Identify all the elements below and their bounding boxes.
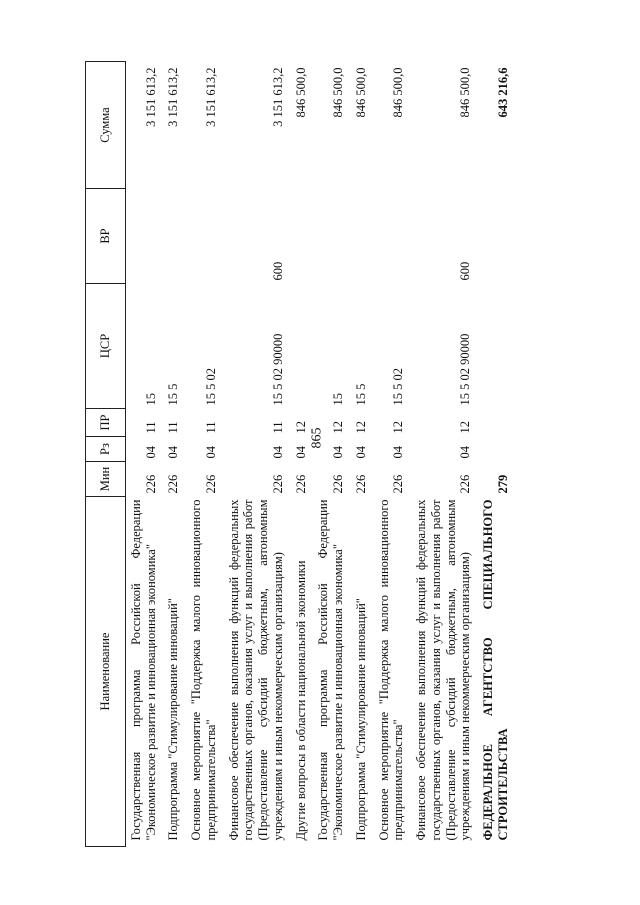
row-sum: 3 151 613,2 [203, 67, 218, 127]
header-csr: ЦСР [86, 284, 126, 409]
row-min: 226 [143, 474, 158, 494]
row-pr: 11 [166, 421, 181, 434]
row-name: Другие вопросы в области национальной экономики [293, 560, 308, 841]
row-rz: 04 [293, 446, 308, 459]
table-row [224, 62, 291, 847]
table-row [411, 62, 478, 847]
page-number: 865 [309, 427, 325, 449]
row-sum: 846 500,0 [331, 67, 345, 118]
table-row [313, 62, 351, 847]
row-pr [478, 409, 516, 437]
row-pr: 11 [270, 421, 285, 434]
row-rz [478, 437, 516, 462]
header-pr: ПР [86, 409, 126, 437]
rotated-table-container [85, 62, 575, 847]
table-row [163, 62, 186, 847]
row-pr: 12 [331, 421, 345, 434]
row-rz: 04 [331, 446, 345, 459]
row-pr: 11 [203, 421, 218, 434]
row-csr [291, 284, 314, 409]
header-vr: ВР [86, 189, 126, 284]
row-pr: 12 [293, 421, 308, 434]
row-name: Основное мероприятие "Поддержка малого инновационного предпринимательства" [189, 499, 218, 841]
row-rz: 04 [458, 446, 473, 459]
row-pr: 12 [391, 421, 406, 434]
row-pr: 12 [353, 421, 368, 434]
row-pr: 11 [143, 421, 158, 434]
row-vr: 600 [458, 261, 473, 281]
row-min: 226 [203, 474, 218, 494]
table-row [291, 62, 314, 847]
table-row [125, 62, 163, 847]
row-vr [291, 189, 314, 284]
row-csr: 15 5 02 [391, 368, 406, 406]
budget-table [85, 61, 516, 847]
row-sum: 846 500,0 [391, 67, 406, 118]
row-vr [478, 189, 516, 284]
row-vr: 600 [270, 261, 285, 281]
row-name: Государственная программа Российской Федерации "Экономическое развитие и инновационная экономика" [128, 499, 158, 841]
row-vr [313, 189, 351, 284]
row-name: Государственная программа Российской Федерации "Экономическое развитие и инновационная экономика" [316, 499, 345, 841]
row-sum: 3 151 613,2 [143, 67, 158, 127]
row-csr: 15 5 02 [203, 368, 218, 406]
row-vr [163, 189, 186, 284]
row-name: Основное мероприятие "Поддержка малого инновационного предпринимательства" [376, 499, 406, 841]
table-row [374, 62, 412, 847]
table-row [186, 62, 224, 847]
row-name: ФЕДЕРАЛЬНОЕ АГЕНТСТВО СПЕЦИАЛЬНОГО СТРОИТЕЛЬСТВА [481, 499, 510, 841]
row-min: 226 [331, 474, 345, 494]
row-min: 226 [458, 474, 473, 494]
row-vr [351, 189, 374, 284]
row-name: Финансовое обеспечение выполнения функций федеральных государственных органов, оказания услуг и выполнения работ (Предоставление субсидий бюджетным, автономным учреждениям и иным некоммерческим организациям) [414, 499, 473, 841]
row-csr [478, 284, 516, 409]
table-row [351, 62, 374, 847]
row-pr: 12 [458, 421, 473, 434]
row-csr: 15 5 [166, 383, 181, 406]
row-min: 279 [495, 474, 510, 494]
row-sum: 846 500,0 [353, 67, 368, 118]
row-name: Финансовое обеспечение выполнения функций федеральных государственных органов, оказания услуг и выполнения работ (Предоставление субсидий бюджетным, автономным учреждениям и иным некоммерческим организациям) [226, 499, 285, 841]
row-vr [374, 189, 412, 284]
row-sum: 643 216,6 [495, 67, 510, 118]
row-csr: 15 5 [353, 383, 368, 406]
header-name: Наименование [86, 497, 126, 847]
row-sum: 3 151 613,2 [166, 67, 181, 127]
row-min: 226 [166, 474, 181, 494]
header-rz: Рз [86, 437, 126, 462]
row-rz: 04 [391, 446, 406, 459]
row-sum: 3 151 613,2 [270, 67, 285, 127]
row-csr: 15 5 02 90000 [270, 333, 285, 406]
row-vr [186, 189, 224, 284]
row-min: 226 [270, 474, 285, 494]
row-rz: 04 [270, 446, 285, 459]
row-csr: 15 [331, 393, 345, 406]
table-header-row [86, 62, 126, 847]
header-sum: Сумма [86, 62, 126, 189]
row-rz: 04 [143, 446, 158, 459]
row-name: Подпрограмма "Стимулирование инноваций" [166, 598, 181, 841]
row-sum: 846 500,0 [458, 67, 473, 118]
header-min: Мин [86, 462, 126, 497]
row-vr [125, 189, 163, 284]
row-rz: 04 [166, 446, 181, 459]
row-csr: 15 5 02 90000 [458, 333, 473, 406]
row-rz: 04 [353, 446, 368, 459]
row-min: 226 [353, 474, 368, 494]
row-name: Подпрограмма "Стимулирование инноваций" [353, 598, 368, 841]
table-row [478, 62, 516, 847]
row-csr: 15 [143, 393, 158, 406]
row-sum: 846 500,0 [293, 67, 308, 118]
row-min: 226 [293, 474, 308, 494]
row-rz: 04 [203, 446, 218, 459]
row-min: 226 [391, 474, 406, 494]
